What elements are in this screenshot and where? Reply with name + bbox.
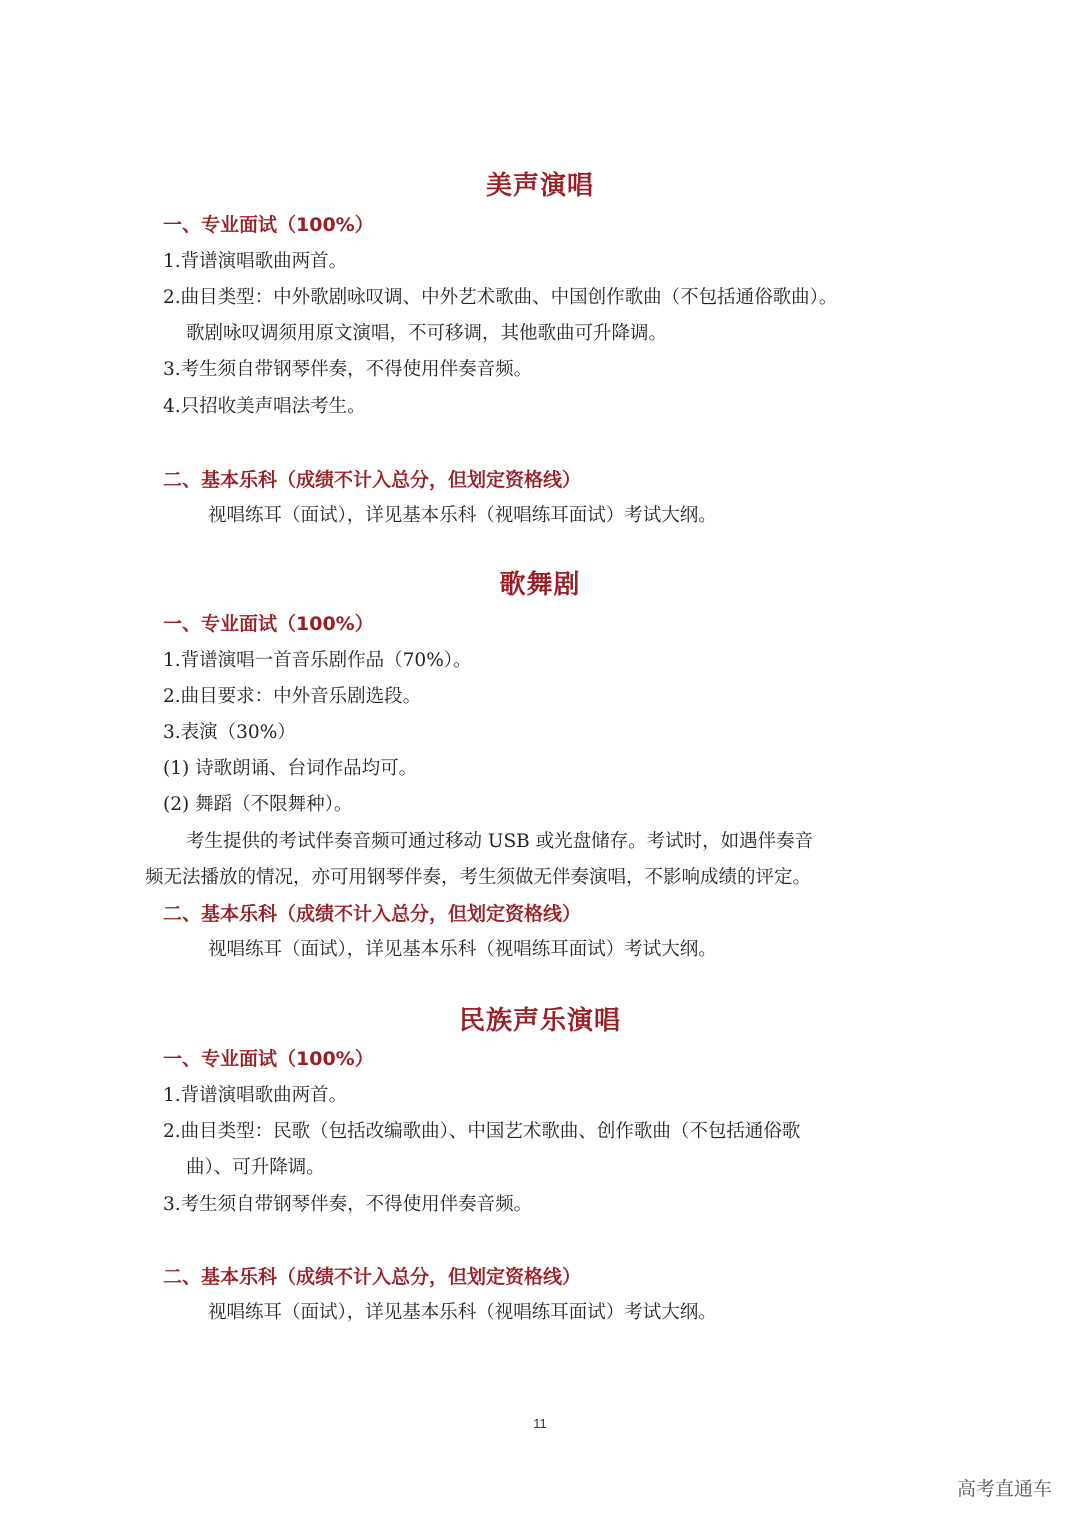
text-line: (1) 诗歌朗诵、台词作品均可。 (163, 758, 418, 779)
text-line: 4.只招收美声唱法考生。 (163, 396, 366, 417)
text-line: 1.背谱演唱一首音乐剧作品（70%）。 (163, 650, 472, 671)
text-line: 考生提供的考试伴奏音频可通过移动 USB 或光盘储存。考试时，如遇伴奏音 (186, 831, 814, 852)
text-line: 视唱练耳（面试），详见基本乐科（视唱练耳面试）考试大纲。 (208, 505, 717, 526)
text-line: 3.考生须自带钢琴伴奏，不得使用伴奏音频。 (163, 359, 533, 380)
section-heading: 一、专业面试（100%） (163, 1048, 374, 1070)
section-heading: 一、专业面试（100%） (163, 613, 374, 635)
text-line: 2.曲目类型：民歌（包括改编歌曲）、中国艺术歌曲、创作歌曲（不包括通俗歌 (163, 1121, 801, 1142)
text-line: 2.曲目类型：中外歌剧咏叹调、中外艺术歌曲、中国创作歌曲（不包括通俗歌曲）。 (163, 287, 838, 308)
watermark: 高考直通车 (956, 1478, 1052, 1500)
section-heading: 二、基本乐科（成绩不计入总分，但划定资格线） (163, 469, 582, 491)
text-line: 频无法播放的情况，亦可用钢琴伴奏，考生须做无伴奏演唱，不影响成绩的评定。 (145, 867, 812, 888)
text-line: 3.表演（30%） (163, 722, 296, 743)
text-line: 3.考生须自带钢琴伴奏，不得使用伴奏音频。 (163, 1194, 533, 1215)
text-line: 1.背谱演唱歌曲两首。 (163, 251, 348, 272)
text-line: 视唱练耳（面试），详见基本乐科（视唱练耳面试）考试大纲。 (208, 1302, 717, 1323)
text-line: 曲）、可升降调。 (186, 1157, 325, 1178)
section-title: 歌舞剧 (499, 570, 581, 600)
section-title: 美声演唱 (485, 171, 594, 201)
section-heading: 二、基本乐科（成绩不计入总分，但划定资格线） (163, 903, 582, 925)
text-line: (2) 舞蹈（不限舞种）。 (163, 794, 353, 815)
page-number: 11 (533, 1416, 547, 1431)
section-heading: 一、专业面试（100%） (163, 214, 374, 236)
text-line: 歌剧咏叹调须用原文演唱，不可移调，其他歌曲可升降调。 (186, 323, 668, 344)
section-title: 民族声乐演唱 (458, 1006, 621, 1036)
text-line: 2.曲目要求：中外音乐剧选段。 (163, 686, 422, 707)
text-line: 1.背谱演唱歌曲两首。 (163, 1085, 348, 1106)
text-line: 视唱练耳（面试），详见基本乐科（视唱练耳面试）考试大纲。 (208, 939, 717, 960)
section-heading: 二、基本乐科（成绩不计入总分，但划定资格线） (163, 1266, 582, 1288)
